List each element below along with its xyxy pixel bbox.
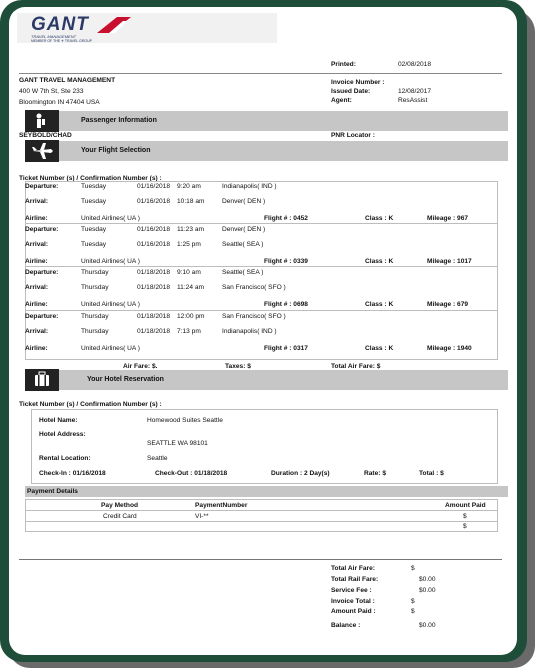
total-air-fare-value: $ [411, 565, 415, 572]
mileage: Mileage : 1940 [427, 345, 472, 352]
divider [19, 73, 502, 74]
hotel-ticket-label: Ticket Number (s) / Confirmation Number (s) : [19, 401, 162, 408]
departure-time: 12:00 pm [177, 313, 205, 320]
departure-date: 01/18/2018 [137, 269, 171, 276]
departure-city: Seattle( SEA ) [222, 269, 264, 276]
hotel-total: Total : $ [419, 470, 444, 477]
segment-divider [25, 223, 498, 224]
logo-text: GANT [31, 14, 89, 35]
arrival-label: Arrival: [25, 328, 49, 335]
flight-number: Flight # : 0452 [264, 215, 308, 222]
departure-day: Tuesday [81, 226, 107, 233]
arrival-date: 01/18/2018 [137, 284, 171, 291]
fare-class: Class : K [365, 301, 394, 308]
hotel-name-value: Homewood Suites Seattle [147, 417, 223, 424]
departure-date: 01/16/2018 [137, 183, 171, 190]
invoice-number-label: Invoice Number : [331, 79, 385, 86]
service-fee-value: $0.00 [419, 587, 436, 594]
departure-label: Departure: [25, 313, 59, 320]
departure-label: Departure: [25, 183, 59, 190]
total-air-fare: Total Air Fare: $ [331, 363, 381, 370]
arrival-city: Seattle( SEA ) [222, 241, 264, 248]
payment-section-title: Payment Details [27, 488, 78, 495]
balance-label: Balance : [331, 622, 361, 629]
issued-date-value: 12/08/2017 [398, 88, 432, 95]
arrival-time: 11:24 am [177, 284, 205, 291]
hotel-address-value: SEATTLE WA 98101 [147, 440, 208, 447]
segment-divider [25, 266, 498, 267]
payment-row-divider [25, 521, 498, 522]
hotel-rate: Rate: $ [364, 470, 386, 477]
arrival-day: Thursday [81, 328, 109, 335]
payment-section-bar [25, 486, 508, 497]
departure-date: 01/18/2018 [137, 313, 171, 320]
departure-label: Departure: [25, 226, 59, 233]
mileage: Mileage : 967 [427, 215, 469, 222]
departure-day: Thursday [81, 269, 109, 276]
passenger-section-title: Passenger Information [81, 117, 157, 124]
invoice-total-label: Invoice Total : [331, 598, 375, 605]
service-fee-label: Service Fee : [331, 587, 372, 594]
printed-label: Printed: [331, 61, 356, 68]
mileage: Mileage : 679 [427, 301, 469, 308]
amount-paid-value: $ [463, 513, 467, 520]
amount-paid-total-value: $ [411, 608, 415, 615]
arrival-time: 1:25 pm [177, 241, 201, 248]
hotel-address-label: Hotel Address: [39, 431, 86, 438]
payment-header-divider [25, 510, 498, 511]
duration: Duration : 2 Day(s) [271, 470, 330, 477]
arrival-date: 01/16/2018 [137, 241, 171, 248]
segment-divider [25, 310, 498, 311]
arrival-day: Tuesday [81, 241, 107, 248]
airline-name: United Airlines( UA ) [81, 345, 140, 352]
flight-section-bar [25, 141, 508, 161]
amount-paid-total: $ [463, 523, 467, 530]
totals-divider [19, 559, 502, 560]
company-logo [17, 13, 277, 43]
rental-location-value: Seattle [147, 455, 168, 462]
check-in: Check-In : 01/16/2018 [39, 470, 106, 477]
hotel-section-bar [25, 370, 508, 390]
arrival-date: 01/18/2018 [137, 328, 171, 335]
arrival-time: 7:13 pm [177, 328, 201, 335]
payment-number-value: VI-** [195, 513, 209, 520]
flight-number: Flight # : 0339 [264, 258, 308, 265]
taxes: Taxes: $ [225, 363, 251, 370]
logo-member-text: MEMBER OF THE ✈ TRAVEL GROUP [31, 39, 92, 43]
airline-label: Airline: [25, 215, 48, 222]
airline-label: Airline: [25, 258, 48, 265]
agency-address-line1: 400 W 7th St, Ste 233 [19, 88, 84, 95]
total-air-fare-label: Total Air Fare: [331, 565, 375, 572]
invoice-paper [9, 7, 517, 655]
departure-city: Denver( DEN ) [222, 226, 266, 233]
balance-value: $0.00 [419, 622, 436, 629]
hotel-name-label: Hotel Name: [39, 417, 78, 424]
arrival-city: Denver( DEN ) [222, 198, 266, 205]
printed-date: 02/08/2018 [398, 61, 432, 68]
fare-class: Class : K [365, 258, 394, 265]
arrival-date: 01/16/2018 [137, 198, 171, 205]
rental-location-label: Rental Location: [39, 455, 91, 462]
departure-day: Thursday [81, 313, 109, 320]
pay-method-value: Credit Card [103, 513, 137, 520]
total-rail-fare-label: Total Rail Fare: [331, 576, 379, 583]
logo-subtitle: TRAVEL MANAGEMENT [31, 34, 77, 39]
air-fare: Air Fare: $. [123, 363, 158, 370]
departure-time: 9:20 am [177, 183, 201, 190]
arrival-city: Indianapolis( IND ) [222, 328, 277, 335]
check-out: Check-Out : 01/18/2018 [155, 470, 228, 477]
passenger-name: SEYBOLD/CHAD [19, 132, 72, 139]
arrival-label: Arrival: [25, 284, 49, 291]
agency-address-line2: Bloomington IN 47404 USA [19, 99, 100, 106]
arrival-day: Thursday [81, 284, 109, 291]
fare-class: Class : K [365, 215, 394, 222]
arrival-day: Tuesday [81, 198, 107, 205]
departure-city: Indianapolis( IND ) [222, 183, 277, 190]
airline-name: United Airlines( UA ) [81, 301, 140, 308]
passenger-section-bar [25, 111, 508, 131]
payment-number-header: PaymentNumber [195, 502, 248, 509]
arrival-city: San Francisco( SFO ) [222, 284, 286, 291]
flight-number: Flight # : 0317 [264, 345, 308, 352]
airline-name: United Airlines( UA ) [81, 215, 140, 222]
issued-date-label: Issued Date: [331, 88, 371, 95]
arrival-label: Arrival: [25, 241, 49, 248]
amount-paid-header: Amount Paid [445, 502, 486, 509]
payment-box [25, 499, 498, 532]
airline-label: Airline: [25, 301, 48, 308]
airline-label: Airline: [25, 345, 48, 352]
fare-class: Class : K [365, 345, 394, 352]
airplane-icon [25, 140, 59, 162]
pay-method-header: Pay Method [101, 502, 139, 509]
flight-ticket-label: Ticket Number (s) / Confirmation Number (s) : [19, 175, 162, 182]
agent-label: Agent: [331, 97, 352, 104]
agent-value: ResAssist [398, 97, 428, 104]
departure-time: 9:10 am [177, 269, 201, 276]
departure-city: San Francisco( SFO ) [222, 313, 286, 320]
invoice-total-value: $ [411, 598, 415, 605]
arrival-time: 10:18 am [177, 198, 205, 205]
suitcase-icon [25, 369, 59, 391]
total-rail-fare-value: $0.00 [419, 576, 436, 583]
flight-section-title: Your Flight Selection [81, 147, 151, 154]
departure-day: Tuesday [81, 183, 107, 190]
mileage: Mileage : 1017 [427, 258, 472, 265]
departure-time: 11:23 am [177, 226, 205, 233]
flight-number: Flight # : 0698 [264, 301, 308, 308]
agency-name: GANT TRAVEL MANAGEMENT [19, 77, 116, 84]
departure-date: 01/16/2018 [137, 226, 171, 233]
passenger-icon [25, 110, 59, 132]
airline-name: United Airlines( UA ) [81, 258, 140, 265]
arrival-label: Arrival: [25, 198, 49, 205]
pnr-label: PNR Locator : [331, 132, 375, 139]
logo-swoosh-icon [97, 17, 131, 33]
departure-label: Departure: [25, 269, 59, 276]
amount-paid-label: Amount Paid : [331, 608, 376, 615]
hotel-section-title: Your Hotel Reservation [87, 376, 164, 383]
